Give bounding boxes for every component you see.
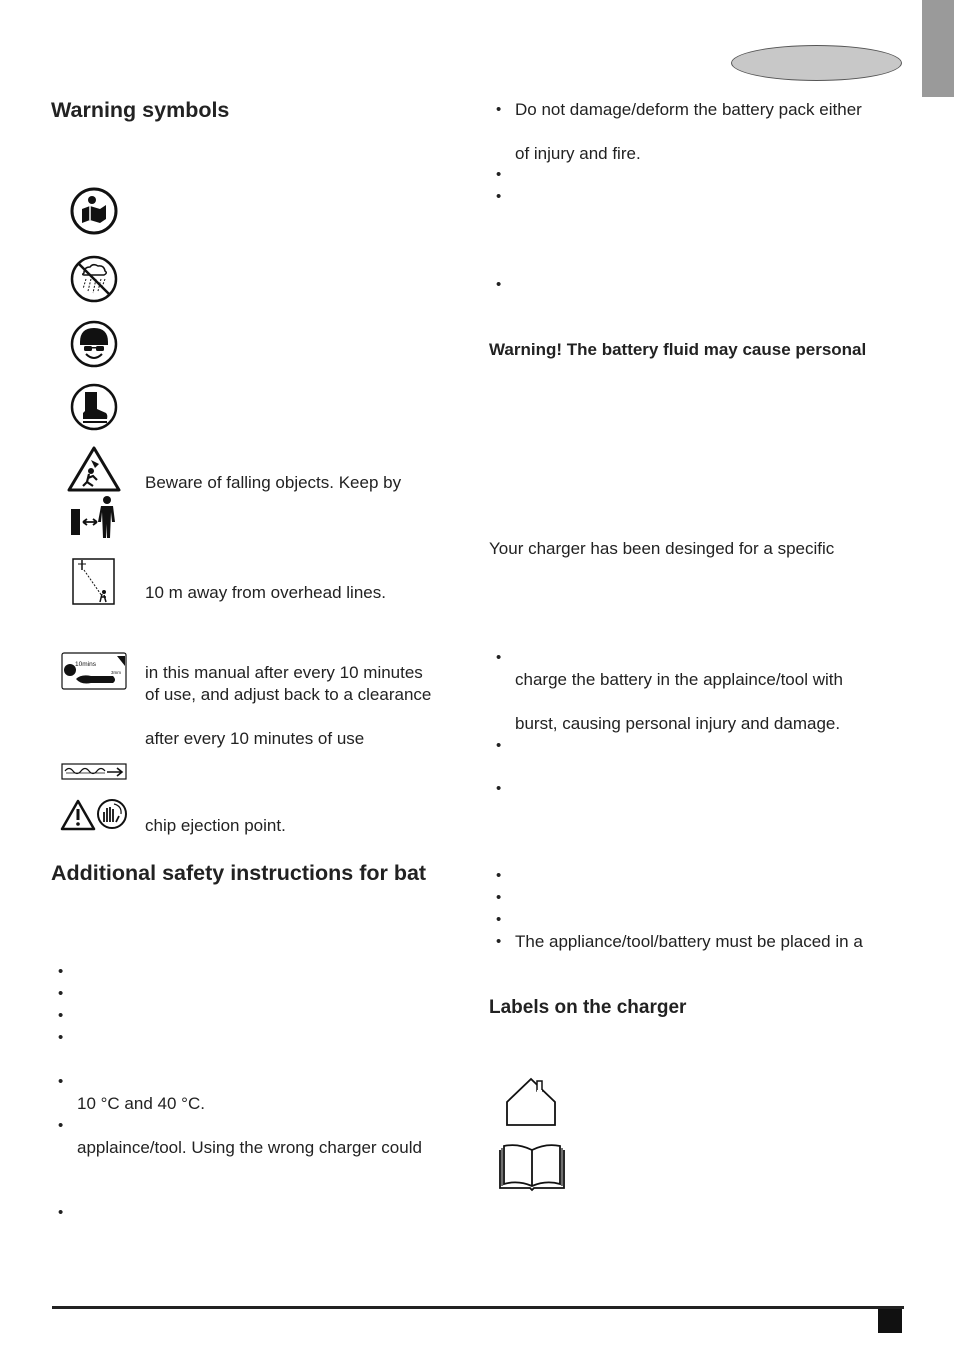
- bullet-marker: •: [58, 1007, 64, 1024]
- no-rain-icon: [70, 255, 118, 303]
- temperature-text: 10 °C and 40 °C.: [77, 1094, 205, 1113]
- overhead-lines-text: 10 m away from overhead lines.: [145, 583, 386, 602]
- bullet-marker: •: [496, 649, 502, 666]
- falling-objects-text: Beware of falling objects. Keep by: [145, 473, 402, 492]
- charger-designed-text: Your charger has been desinged for a specific: [489, 539, 835, 558]
- bullet-marker: •: [496, 780, 502, 797]
- language-tab: [922, 0, 954, 97]
- placement-text: The appliance/tool/battery must be placed in a: [515, 932, 863, 951]
- page-number-box: [878, 1309, 902, 1333]
- footer-rule: [52, 1306, 904, 1309]
- bullet-marker: •: [58, 1117, 64, 1134]
- bullet-marker: •: [496, 867, 502, 884]
- wear-safety-boots-icon: [70, 383, 118, 431]
- injury-fire-text: of injury and fire.: [515, 144, 641, 163]
- bullet-marker: •: [496, 889, 502, 906]
- bullet-marker: •: [496, 101, 502, 118]
- chain-tension-icon: [61, 652, 127, 690]
- chain-direction-icon: [61, 763, 127, 780]
- language-oval: [731, 45, 902, 81]
- battery-deform-text: Do not damage/deform the battery pack either: [515, 100, 862, 119]
- bullet-marker: •: [58, 1204, 64, 1221]
- bullet-marker: •: [58, 963, 64, 980]
- bullet-marker: •: [58, 1029, 64, 1046]
- bullet-marker: •: [496, 933, 502, 950]
- chain-text-line3: after every 10 minutes of use: [145, 729, 365, 748]
- keep-bystanders-away-icon: [69, 494, 121, 540]
- heading-battery-safety: Additional safety instructions for bat: [51, 861, 427, 885]
- bullet-marker: •: [496, 166, 502, 183]
- chip-ejection-text: chip ejection point.: [145, 816, 286, 835]
- overhead-lines-icon: [72, 558, 115, 605]
- svg-text:3mm: 3mm: [111, 670, 121, 675]
- indoor-use-house-icon: [504, 1077, 558, 1127]
- read-manual-icon: [70, 187, 118, 235]
- caution-triangle-icon: [60, 799, 96, 831]
- hand-injury-icon: [96, 798, 128, 830]
- read-manual-book-icon: [498, 1142, 566, 1192]
- chain-text-line2: of use, and adjust back to a clearance: [145, 685, 432, 704]
- wrong-charger-text: applaince/tool. Using the wrong charger could: [77, 1138, 422, 1157]
- battery-fluid-warning: Warning! The battery fluid may cause personal: [489, 340, 867, 359]
- svg-text:10mins: 10mins: [75, 661, 96, 668]
- bullet-marker: •: [496, 737, 502, 754]
- bullet-marker: •: [496, 911, 502, 928]
- bullet-marker: •: [496, 188, 502, 205]
- bullet-marker: •: [496, 276, 502, 293]
- bullet-marker: •: [58, 1073, 64, 1090]
- falling-objects-warning-icon: [67, 446, 121, 492]
- heading-charger-labels: Labels on the charger: [489, 997, 687, 1018]
- chain-text-line1: in this manual after every 10 minutes: [145, 663, 423, 682]
- burst-injury-text: burst, causing personal injury and damage.: [515, 714, 841, 733]
- bullet-marker: •: [58, 985, 64, 1002]
- charge-applaince-text: charge the battery in the applaince/tool with: [515, 670, 843, 689]
- heading-warning-symbols: Warning symbols: [51, 98, 230, 122]
- wear-head-protection-icon: [70, 320, 118, 368]
